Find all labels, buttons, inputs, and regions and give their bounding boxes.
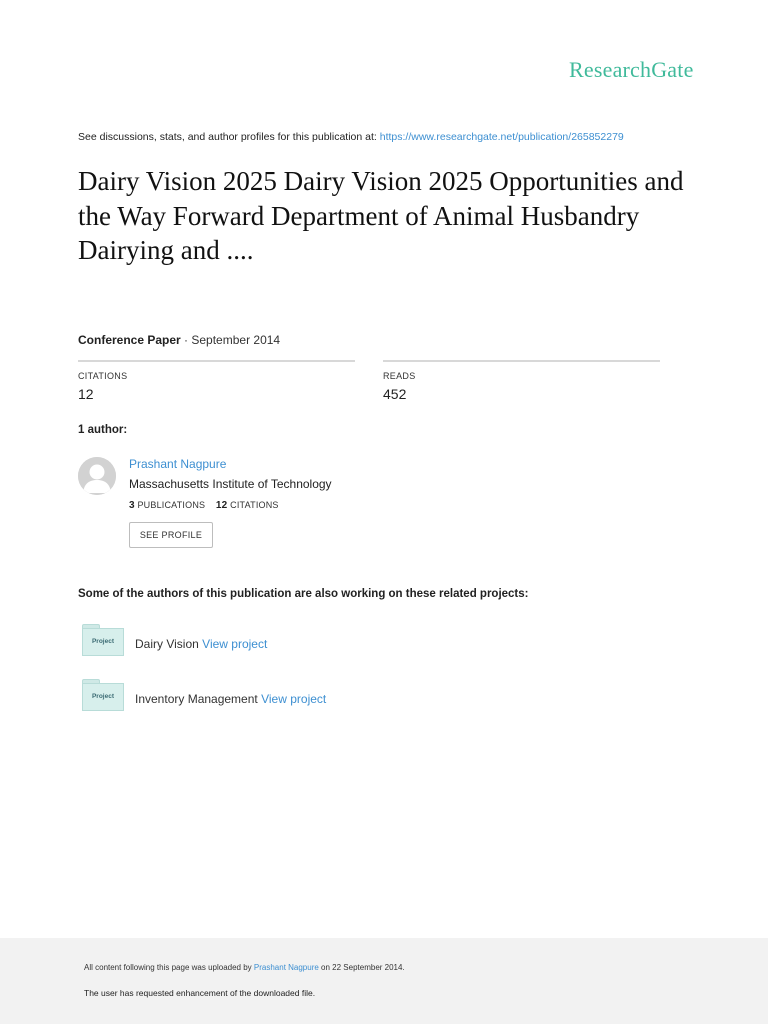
view-project-link[interactable]: View project: [202, 637, 268, 651]
author-citations-label: CITATIONS: [230, 500, 279, 510]
related-projects-heading: Some of the authors of this publication are also working on these related projects:: [78, 588, 529, 600]
publication-source-line: [78, 131, 624, 143]
citations-value: 12: [78, 386, 94, 402]
publication-type: Conference Paper: [78, 333, 181, 347]
reads-stat: [383, 360, 660, 402]
project-icon-label: Project: [91, 638, 115, 645]
publication-date: September 2014: [191, 333, 281, 347]
view-project-link[interactable]: View project: [261, 692, 327, 706]
author-stats: [129, 500, 279, 511]
user-silhouette-icon[interactable]: [78, 457, 116, 495]
uploader-link[interactable]: Prashant Nagpure: [253, 963, 319, 972]
see-discussions-text: See discussions, stats, and author profiles for this publication at:: [78, 131, 380, 143]
authors-heading: 1 author:: [78, 424, 128, 436]
project-icon-label: Project: [91, 693, 115, 700]
project-folder-icon[interactable]: [80, 679, 126, 713]
reads-value: 452: [383, 386, 407, 402]
author-publications-label: PUBLICATIONS: [137, 500, 206, 510]
citations-label: CITATIONS: [78, 371, 128, 381]
citations-stat: [78, 360, 355, 402]
author-citations-count: 12: [215, 500, 228, 511]
author-name-link[interactable]: Prashant Nagpure: [129, 457, 227, 471]
related-project-item: [80, 624, 580, 658]
publication-type-line: [78, 333, 280, 347]
reads-label: READS: [383, 371, 416, 381]
project-folder-icon[interactable]: [80, 624, 126, 658]
researchgate-logo[interactable]: ResearchGate: [569, 57, 694, 82]
project-name: Dairy Vision: [135, 637, 199, 651]
author-institution: Massachusetts Institute of Technology: [129, 477, 332, 491]
author-publications-count: 3: [129, 500, 135, 511]
publication-url-link[interactable]: https://www.researchgate.net/publication/265852279: [379, 131, 624, 143]
project-text: [135, 637, 267, 651]
publication-title: Dairy Vision 2025 Dairy Vision 2025 Opportunities and the Way Forward Department of Animal Husbandry Dairying and ....: [78, 166, 684, 265]
project-name: Inventory Management: [135, 692, 258, 706]
footer: [0, 938, 768, 1024]
enhancement-note: The user has requested enhancement of the downloaded file.: [84, 988, 316, 998]
type-date-separator: ·: [180, 333, 192, 347]
project-text: [135, 692, 326, 706]
upload-prefix: All content following this page was uploaded by: [84, 963, 254, 972]
upload-suffix: on 22 September 2014.: [318, 963, 405, 972]
see-profile-button[interactable]: SEE PROFILE: [129, 522, 213, 548]
related-project-item: [80, 679, 580, 713]
upload-info: [84, 963, 405, 972]
